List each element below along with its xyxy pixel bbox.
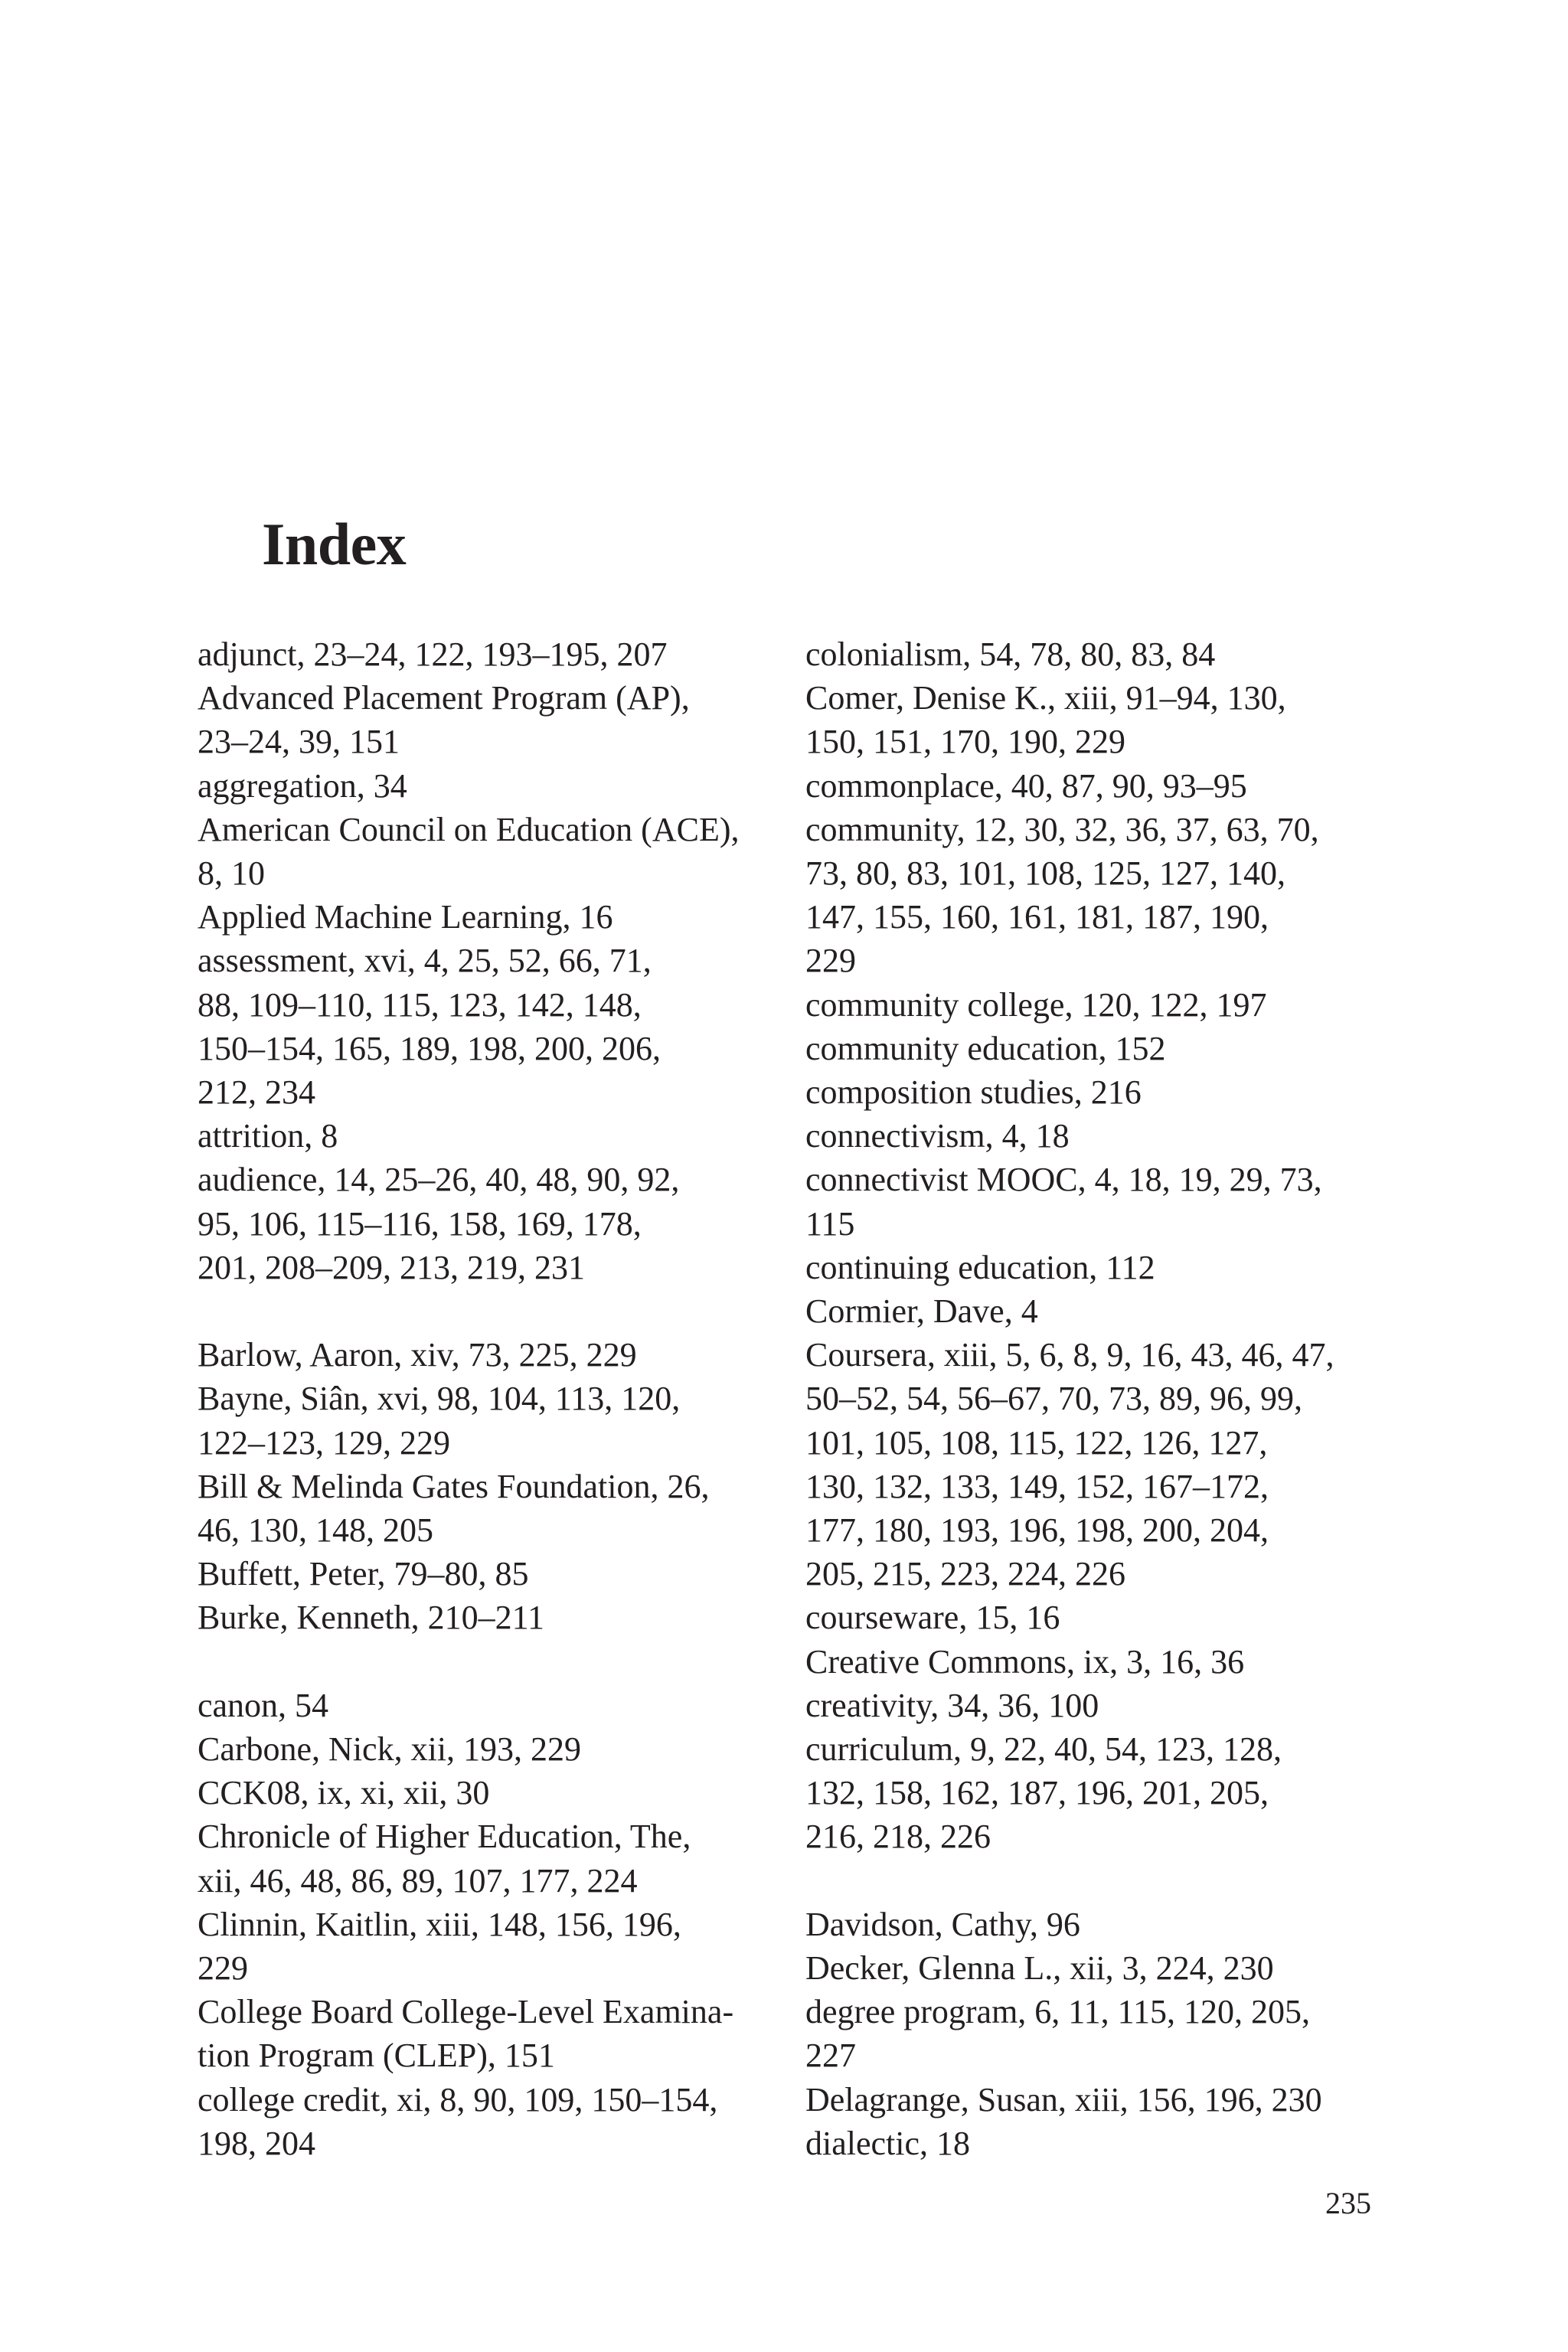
index-entry-continuation: 101, 105, 108, 115, 122, 126, 127, (805, 1423, 1268, 1462)
index-entry (198, 1552, 810, 1596)
index-entry-line: Buffett, Peter, 79–80, 85 (198, 1555, 529, 1593)
index-entry-line: adjunct, 23–24, 122, 193–195, 207 (198, 635, 668, 673)
page-number: 235 (1325, 2186, 1371, 2220)
index-entry (805, 1246, 1418, 1289)
index-entry-line: Coursera, xiii, 5, 6, 8, 9, 16, 43, 46, 47, (805, 1336, 1334, 1374)
index-entry (805, 764, 1418, 808)
index-entry-continuation: 50–52, 54, 56–67, 70, 73, 89, 96, 99, (805, 1380, 1302, 1418)
index-entry-line: continuing education, 112 (805, 1248, 1155, 1286)
index-entry-continuation: 147, 155, 160, 161, 181, 187, 190, (805, 898, 1269, 936)
index-column-right (805, 632, 1418, 2165)
index-entry (805, 1114, 1418, 1158)
index-entry-line: community, 12, 30, 32, 36, 37, 63, 70, (805, 810, 1319, 848)
index-entry (198, 1727, 810, 1771)
index-entry-continuation: 122–123, 129, 229 (198, 1423, 450, 1462)
index-entry (198, 2078, 810, 2165)
index-entry (805, 808, 1418, 983)
index-entry-line: Bayne, Siân, xvi, 98, 104, 113, 120, (198, 1380, 681, 1418)
index-entry (198, 939, 810, 1114)
index-entry-continuation: 212, 234 (198, 1073, 315, 1112)
index-entry-line: Davidson, Cathy, 96 (805, 1905, 1080, 1943)
index-entry (198, 1990, 810, 2077)
index-entry-continuation: 229 (805, 942, 856, 980)
index-entry-line: College Board College-Level Examina- (198, 1993, 734, 2031)
index-entry-continuation: 150, 151, 170, 190, 229 (805, 723, 1125, 761)
index-entry (805, 1070, 1418, 1114)
index-entry-line: community college, 120, 122, 197 (805, 985, 1267, 1024)
index-entry-line: Chronicle of Higher Education, The, (198, 1818, 691, 1856)
index-entry (198, 1114, 810, 1158)
index-entry-continuation: 198, 204 (198, 2124, 315, 2162)
index-entry-continuation: 88, 109–110, 115, 123, 142, 148, (198, 985, 642, 1024)
index-entry (198, 1815, 810, 1902)
letter-group-gap (198, 1640, 810, 1684)
index-entry (805, 1027, 1418, 1070)
index-entry (805, 1289, 1418, 1333)
index-entry-line: curriculum, 9, 22, 40, 54, 123, 128, (805, 1730, 1282, 1769)
index-entry (805, 632, 1418, 676)
index-entry (805, 2078, 1418, 2122)
index-entry-continuation: 95, 106, 115–116, 158, 169, 178, (198, 1204, 642, 1243)
index-entry-line: American Council on Education (ACE), (198, 810, 740, 848)
index-entry (198, 1771, 810, 1815)
index-entry-continuation: 23–24, 39, 151 (198, 723, 400, 761)
index-entry-line: Clinnin, Kaitlin, xiii, 148, 156, 196, (198, 1905, 681, 1943)
index-entry-line: connectivist MOOC, 4, 18, 19, 29, 73, (805, 1161, 1322, 1199)
index-entry-line: Burke, Kenneth, 210–211 (198, 1599, 544, 1637)
index-entry (805, 1727, 1418, 1859)
index-entry-continuation: 177, 180, 193, 196, 198, 200, 204, (805, 1511, 1269, 1550)
index-entry (805, 1946, 1418, 1990)
index-entry-line: connectivism, 4, 18 (805, 1117, 1070, 1155)
index-entry-line: aggregation, 34 (198, 766, 407, 805)
index-entry-line: attrition, 8 (198, 1117, 338, 1155)
index-column-left (198, 632, 810, 2165)
index-entry (198, 676, 810, 763)
index-entry (198, 632, 810, 676)
index-entry-line: creativity, 34, 36, 100 (805, 1686, 1099, 1724)
index-entry (805, 676, 1418, 763)
index-entry-continuation: 73, 80, 83, 101, 108, 125, 127, 140, (805, 854, 1285, 893)
index-entry-continuation: 150–154, 165, 189, 198, 200, 206, (198, 1029, 661, 1067)
index-entry-line: Advanced Placement Program (AP), (198, 679, 690, 717)
index-entry (198, 1158, 810, 1289)
index-entry-line: Creative Commons, ix, 3, 16, 36 (805, 1642, 1245, 1681)
index-entry (198, 1596, 810, 1639)
index-entry-line: composition studies, 216 (805, 1073, 1142, 1112)
index-entry (198, 1903, 810, 1990)
index-entry-line: Comer, Denise K., xiii, 91–94, 130, (805, 679, 1286, 717)
index-entry-continuation: 205, 215, 223, 224, 226 (805, 1555, 1125, 1593)
index-entry (805, 2122, 1418, 2165)
index-entry-continuation: 227 (805, 2037, 856, 2075)
index-entry-line: courseware, 15, 16 (805, 1599, 1060, 1637)
index-entry-continuation: 201, 208–209, 213, 219, 231 (198, 1248, 585, 1286)
index-entry (805, 1333, 1418, 1596)
index-entry-continuation: 46, 130, 148, 205 (198, 1511, 433, 1550)
index-entry-continuation: tion Program (CLEP), 151 (198, 2037, 555, 2075)
index-entry (198, 1333, 810, 1377)
index-entry-line: Decker, Glenna L., xii, 3, 224, 230 (805, 1949, 1274, 1988)
index-entry-line: colonialism, 54, 78, 80, 83, 84 (805, 635, 1216, 673)
index-entry-line: commonplace, 40, 87, 90, 93–95 (805, 766, 1247, 805)
index-entry (198, 764, 810, 808)
index-entry (805, 1640, 1418, 1684)
index-entry (198, 895, 810, 939)
index-entry-continuation: 216, 218, 226 (805, 1818, 991, 1856)
index-entry-line: degree program, 6, 11, 115, 120, 205, (805, 1993, 1311, 2031)
index-entry-continuation: 130, 132, 133, 149, 152, 167–172, (805, 1467, 1269, 1505)
index-entry-line: Carbone, Nick, xii, 193, 229 (198, 1730, 582, 1769)
index-entry (198, 1684, 810, 1727)
index-entry (805, 1158, 1418, 1245)
index-entry-line: college credit, xi, 8, 90, 109, 150–154, (198, 2080, 718, 2118)
index-entry-line: assessment, xvi, 4, 25, 52, 66, 71, (198, 942, 652, 980)
index-entry-line: canon, 54 (198, 1686, 329, 1724)
index-entry-line: community education, 152 (805, 1029, 1166, 1067)
index-entry (198, 1377, 810, 1464)
index-entry (805, 1596, 1418, 1639)
index-entry-line: CCK08, ix, xi, xii, 30 (198, 1774, 490, 1812)
index-entry (805, 983, 1418, 1027)
index-entry-line: dialectic, 18 (805, 2124, 971, 2162)
index-entry-line: Applied Machine Learning, 16 (198, 898, 613, 936)
index-entry-continuation: 132, 158, 162, 187, 196, 201, 205, (805, 1774, 1269, 1812)
index-entry (805, 1990, 1418, 2077)
index-entry-line: Delagrange, Susan, xiii, 156, 196, 230 (805, 2080, 1322, 2118)
index-entry (198, 1465, 810, 1552)
index-entry-continuation: 115 (805, 1204, 855, 1243)
index-entry (805, 1684, 1418, 1727)
index-entry-line: Bill & Melinda Gates Foundation, 26, (198, 1467, 710, 1505)
index-entry (805, 1903, 1418, 1946)
index-entry-continuation: xii, 46, 48, 86, 89, 107, 177, 224 (198, 1861, 638, 1900)
page-title: Index (262, 511, 407, 577)
index-entry (198, 808, 810, 895)
index-entry-continuation: 8, 10 (198, 854, 265, 893)
letter-group-gap (805, 1859, 1418, 1903)
index-entry-line: Barlow, Aaron, xiv, 73, 225, 229 (198, 1336, 637, 1374)
index-entry-continuation: 229 (198, 1949, 248, 1988)
index-entry-line: audience, 14, 25–26, 40, 48, 90, 92, (198, 1161, 680, 1199)
index-entry-line: Cormier, Dave, 4 (805, 1292, 1038, 1331)
letter-group-gap (198, 1289, 810, 1333)
